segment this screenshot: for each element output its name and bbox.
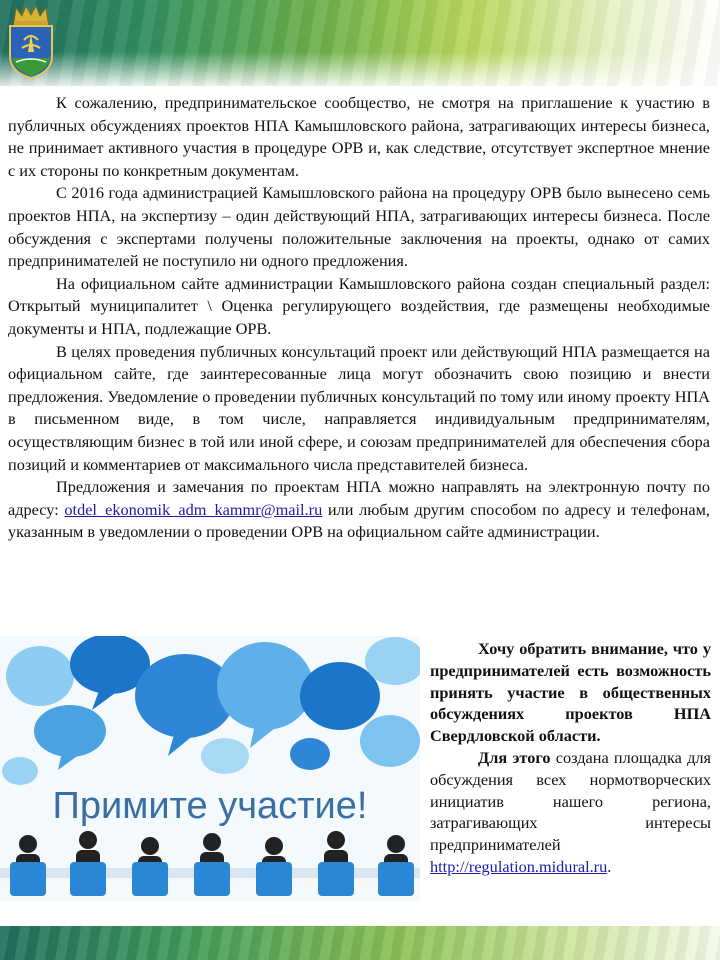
paragraph: К сожалению, предпринимательское сообщество, не смотря на приглашение к участию в публичных обсуждениях проектов НПА Камышловского района, затрагивающих интересы бизнеса, не принимает активного участия в процедуре ОРВ и, как следствие, отсутствует экспертное мнение с их стороны по конкретным документам. xyxy=(8,93,710,180)
regulation-link[interactable]: http://regulation.midural.ru xyxy=(430,856,608,876)
promo-image xyxy=(0,636,420,902)
contact-text-after: или любым другим способом по адресу и телефонам, указанным в уведомлении о проведении ОРВ на официальном сайте администрации. xyxy=(8,499,710,542)
paragraph: На официальном сайте администрации Камышловского района создан специальный раздел: Открытый муниципалитет \ Оценка регулирующего воздействия, где размещены необходимые документы и НПА, подлежащие ОРВ. xyxy=(8,273,710,338)
platform-paragraph xyxy=(430,747,711,878)
article-body xyxy=(8,92,710,544)
header-band xyxy=(0,0,720,86)
contact-paragraph xyxy=(8,476,710,544)
platform-end: . xyxy=(607,856,612,876)
paragraph: С 2016 года администрацией Камышловского района на процедуру ОРВ было вынесено семь проектов НПА, на экспертизу – один действующий НПА, затрагивающих интересы бизнеса. После обсуждения с экспертами получены положительные заключения на проекты, однако от самих предпринимателей не поступило ни одного предложения. xyxy=(8,183,710,271)
promo-caption: Примите участие! xyxy=(52,785,368,827)
coat-of-arms-icon xyxy=(4,4,58,80)
paragraph: В целях проведения публичных консультаций проект или действующий НПА размещается на официальном сайте, где заинтересованные лица могут обозначить свою позицию и внести предложения. Уведомление о проведении публичных консультаций по тому или иному проекту НПА в письменном виде, в том числе, направляется индивидуальным предпринимателям, осуществляющим бизнес в той или иной сфере, и союзам предпринимателей для обеспечения сбора позиций и комментариев от максимального числа представителей бизнеса. xyxy=(8,341,710,474)
chairs xyxy=(10,862,414,896)
contact-text-before: Предложения и замечания по проектам НПА можно направлять на электронную почту по адресу: xyxy=(8,477,710,519)
platform-lead: Для этого xyxy=(478,747,551,767)
attention-paragraph: Хочу обратить внимание, что у предпринимателей есть возможность принять участие в общественных обсуждениях проектов НПА Свердловской области. xyxy=(430,639,711,746)
platform-text: создана площадка для обсуждения всех нормотворческих инициатив нашего региона, затрагивающих интересы предпринимателей xyxy=(430,747,711,855)
footer-band xyxy=(0,926,720,960)
side-note xyxy=(430,638,711,878)
email-link[interactable]: otdel_ekonomik_adm_kammr@mail.ru xyxy=(64,499,323,519)
